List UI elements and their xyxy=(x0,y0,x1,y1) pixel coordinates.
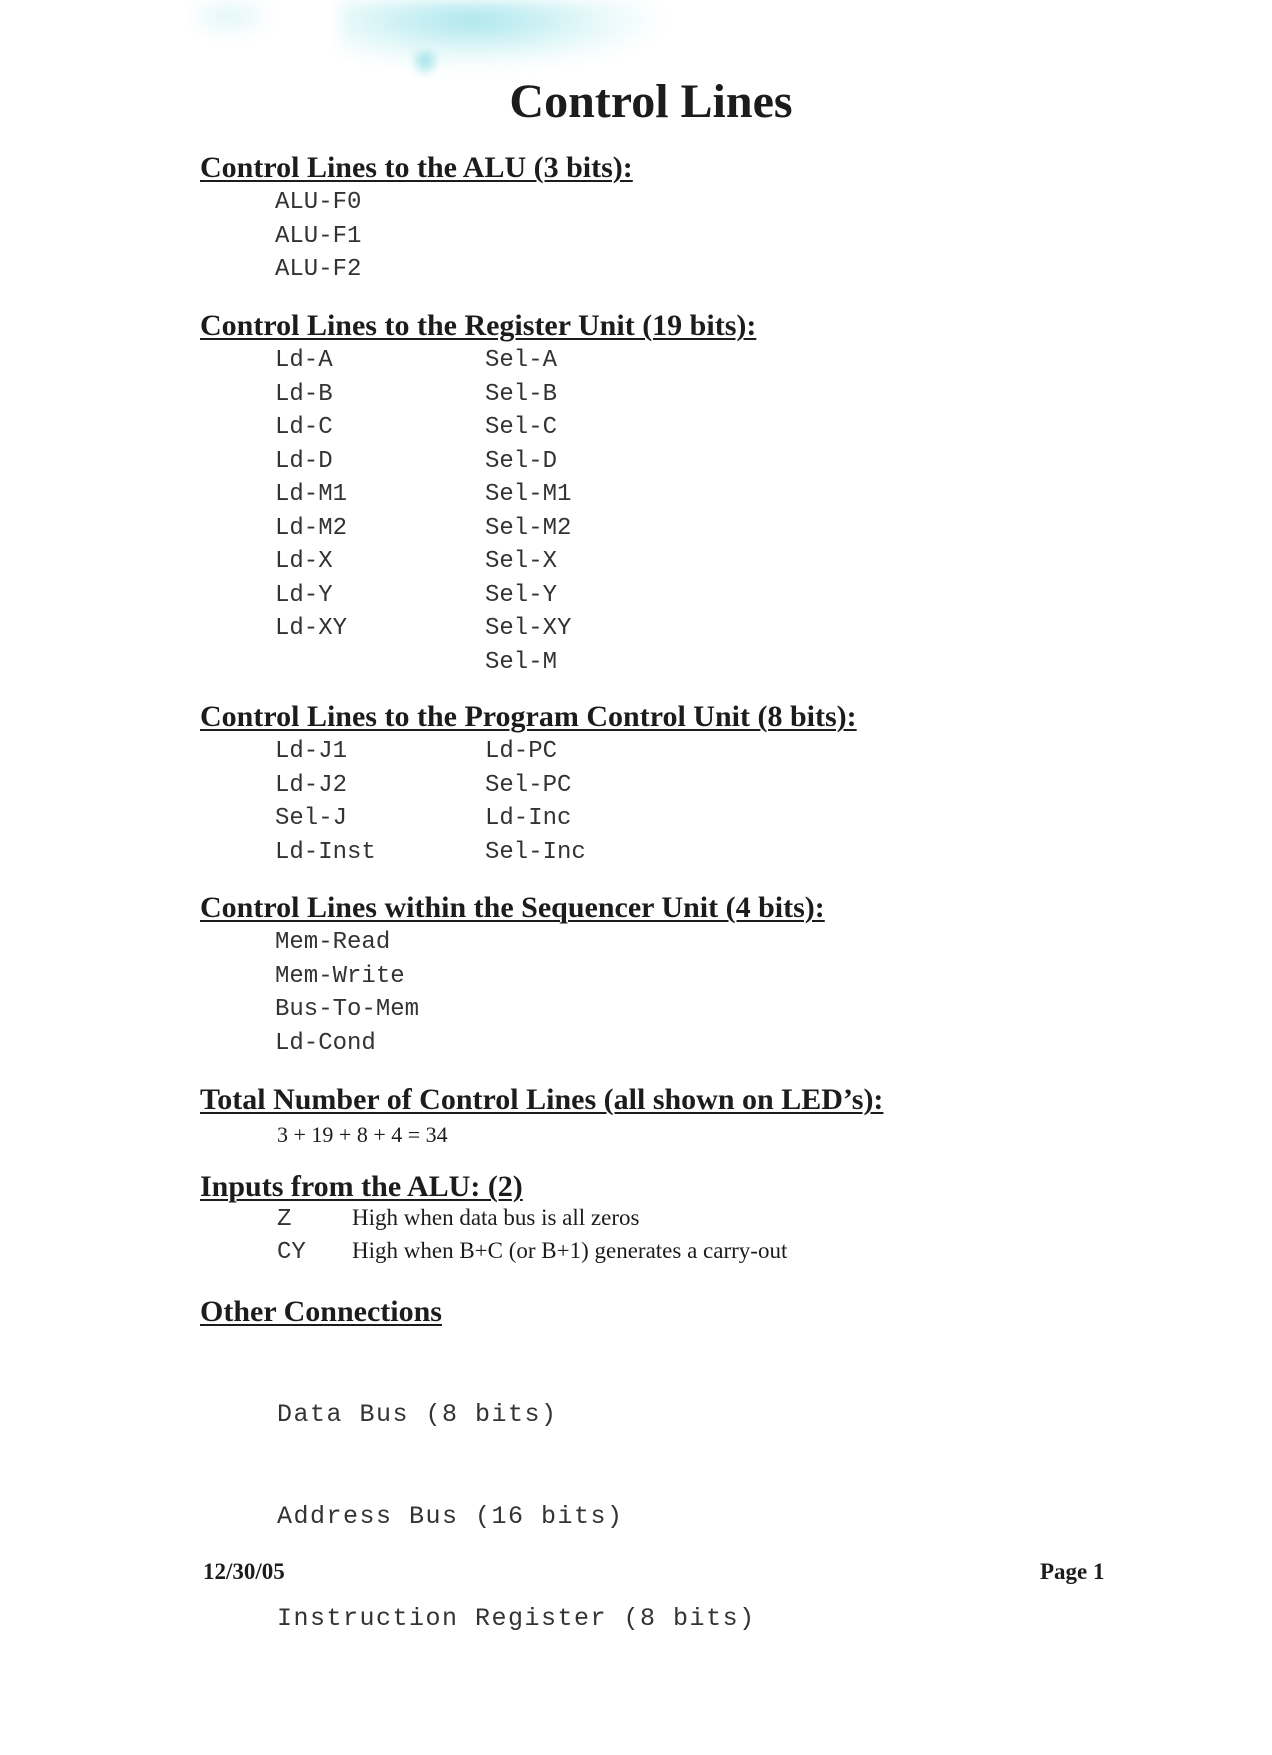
section-total xyxy=(200,1082,883,1150)
control-line: Ld-Inst xyxy=(275,838,376,866)
sel-line: Sel-D xyxy=(485,447,558,475)
ld-line xyxy=(275,646,485,680)
sel-line: Sel-C xyxy=(485,414,558,441)
inputs-list xyxy=(277,1205,787,1271)
list-item: Mem-Read xyxy=(275,929,391,956)
list-item: ALU-F0 xyxy=(275,189,362,216)
ld-line: Ld-C xyxy=(275,414,333,441)
list-item: ALU-F2 xyxy=(275,256,362,283)
list-item: Mem-Write xyxy=(275,962,405,990)
list-row xyxy=(275,512,756,546)
list-row xyxy=(275,802,857,836)
input-description: High when B+C (or B+1) generates a carry-out xyxy=(352,1238,788,1263)
footer-date: 12/30/05 xyxy=(203,1559,285,1584)
list-item: Instruction Register (8 bits) xyxy=(277,1604,756,1633)
other-connections-list xyxy=(277,1330,756,1704)
list-item: ALU-F1 xyxy=(275,222,362,250)
list-row xyxy=(275,478,756,512)
list-item: Address Bus (16 bits) xyxy=(277,1502,624,1531)
sequencer-control-list xyxy=(275,926,825,1060)
register-control-list xyxy=(275,344,756,679)
ld-line: Ld-M1 xyxy=(275,481,348,508)
ink-smudge xyxy=(340,0,670,70)
list-row xyxy=(275,579,756,613)
alu-control-list xyxy=(275,186,633,287)
list-row xyxy=(275,836,857,870)
list-row xyxy=(275,344,756,378)
input-description: High when data bus is all zeros xyxy=(352,1205,640,1230)
list-item: Data Bus (8 bits) xyxy=(277,1400,558,1429)
sel-line: Sel-M1 xyxy=(485,481,572,508)
section-heading-alu: Control Lines to the ALU (3 bits): xyxy=(200,151,633,184)
page-title: Control Lines xyxy=(509,75,793,128)
sel-line: Sel-M xyxy=(485,648,558,676)
ld-line: Ld-M2 xyxy=(275,514,348,542)
list-item: Bus-To-Mem xyxy=(275,996,420,1023)
input-symbol: CY xyxy=(277,1239,306,1266)
section-heading-total: Total Number of Control Lines (all shown on LED’s): xyxy=(200,1083,884,1116)
ld-line: Ld-B xyxy=(275,380,333,408)
input-symbol: Z xyxy=(277,1206,292,1233)
section-program-control xyxy=(200,699,857,869)
list-row xyxy=(275,735,857,769)
control-line: Ld-J1 xyxy=(275,738,348,765)
section-heading-register: Control Lines to the Register Unit (19 bits): xyxy=(200,309,757,342)
list-item: Ld-Cond xyxy=(275,1029,376,1057)
list-row xyxy=(275,646,756,680)
section-inputs xyxy=(200,1169,787,1271)
control-line: Ld-PC xyxy=(485,738,558,765)
section-alu xyxy=(200,150,633,287)
ink-smudge-faint xyxy=(185,0,275,40)
control-line: Sel-PC xyxy=(485,771,572,799)
section-register-unit xyxy=(200,308,756,679)
ld-line: Ld-Y xyxy=(275,581,333,609)
sel-line: Sel-M2 xyxy=(485,514,572,542)
ld-line: Ld-XY xyxy=(275,615,348,642)
sel-line: Sel-XY xyxy=(485,615,572,642)
list-row xyxy=(275,769,857,803)
section-heading-program: Control Lines to the Program Control Unit (8 bits): xyxy=(200,700,857,733)
list-row xyxy=(275,445,756,479)
page-number: Page 1 xyxy=(1040,1559,1105,1584)
list-row xyxy=(277,1205,787,1238)
list-row xyxy=(275,411,756,445)
section-sequencer xyxy=(200,890,825,1060)
sel-line: Sel-X xyxy=(485,548,558,575)
sel-line: Sel-B xyxy=(485,380,558,408)
control-line: Ld-Inc xyxy=(485,805,572,832)
ld-line: Ld-D xyxy=(275,447,333,475)
section-other-connections xyxy=(200,1294,756,1704)
list-row xyxy=(275,378,756,412)
control-line: Ld-J2 xyxy=(275,771,348,799)
section-heading-inputs: Inputs from the ALU: (2) xyxy=(200,1170,523,1203)
ld-line: Ld-X xyxy=(275,548,333,575)
section-heading-sequencer: Control Lines within the Sequencer Unit (4 bits): xyxy=(200,891,825,924)
list-row xyxy=(275,545,756,579)
control-line: Sel-Inc xyxy=(485,838,586,866)
program-control-list xyxy=(275,735,857,869)
sel-line: Sel-A xyxy=(485,347,558,374)
section-heading-other: Other Connections xyxy=(200,1295,442,1328)
total-equation: 3 + 19 + 8 + 4 = 34 xyxy=(277,1122,448,1147)
ld-line: Ld-A xyxy=(275,347,333,374)
list-row xyxy=(277,1238,787,1271)
control-line: Sel-J xyxy=(275,805,348,832)
sel-line: Sel-Y xyxy=(485,581,558,609)
list-row xyxy=(275,612,756,646)
